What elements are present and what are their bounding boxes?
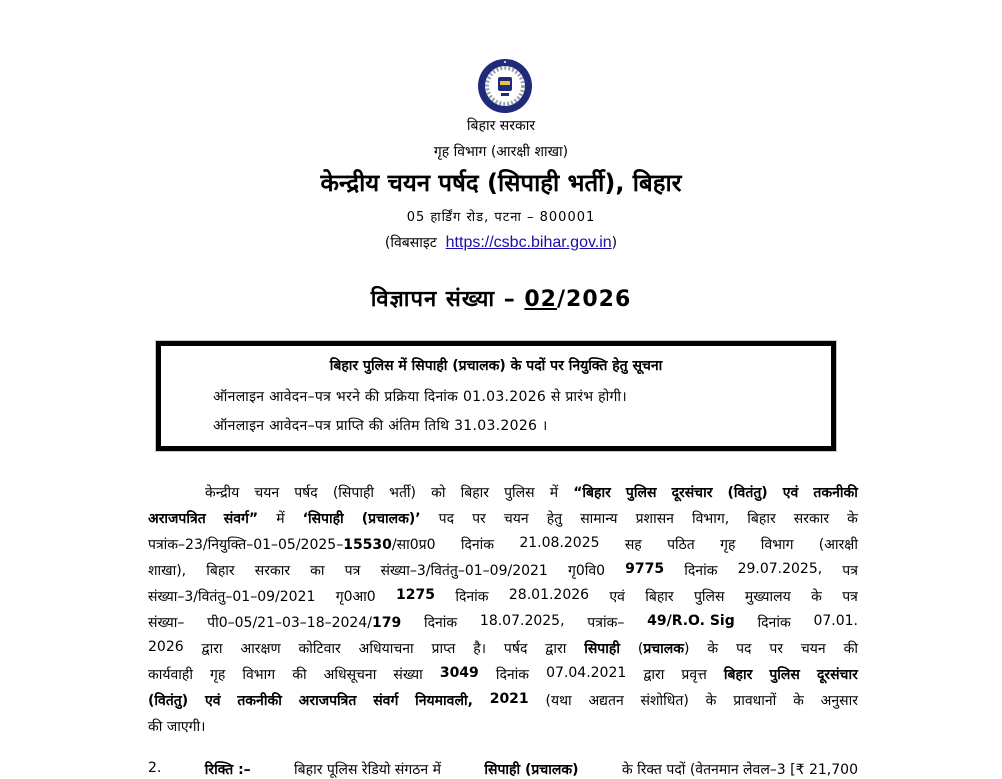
website-prefix: (विबसाइट [384, 235, 437, 251]
point-2-vacancy [148, 760, 858, 779]
advertisement-number-underlined: 02 [524, 287, 557, 312]
website-line [0, 233, 1002, 252]
advertisement-label: विज्ञापन संख्या – [370, 287, 516, 312]
body-line-4: शाखा), बिहार सरकार का पत्र संख्या–3/वितंतु–01–09/2021 गृ0वि0 9775 दिनांक 29.07.2025, पत्र [148, 561, 858, 579]
notice-start-date: ऑनलाइन आवेदन–पत्र भरने की प्रक्रिया दिनांक 01.03.2026 से प्रारंभ होगी। [213, 389, 627, 405]
advertisement-number [0, 283, 1002, 313]
website-suffix: ) [611, 235, 618, 251]
body-line-2: अराजपत्रित संवर्ग” में ‘सिपाही (प्रचालक)’ पद पर चयन हेतु सामान्य प्रशासन विभाग, बिहार सरकार के [148, 511, 858, 527]
notice-last-date: ऑनलाइन आवेदन–पत्र प्राप्ति की अंतिम तिथि 31.03.2026 । [213, 418, 548, 434]
point-number: 2. [148, 760, 162, 776]
body-line-1: केन्द्रीय चयन पर्षद (सिपाही भर्ती) को बिहार पुलिस में “बिहार पुलिस दूरसंचार (वितंतु) एवं तकनीकी [205, 485, 858, 501]
point-text-b: के रिक्त पदों (वेतनमान लेवल–3 [₹ 21,700 [621, 762, 858, 778]
csbc-emblem-icon [477, 58, 533, 114]
body-line-7: 2026 द्वारा आरक्षण कोटिवार अधियाचना प्राप्त है। पर्षद द्वारा सिपाही (प्रचालक) के पद पर चयन की [148, 639, 858, 657]
body-line-5: संख्या–3/वितंतु–01–09/2021 गृ0आ0 1275 दिनांक 28.01.2026 एवं बिहार पुलिस मुख्यालय के पत्र [148, 587, 858, 605]
advertisement-year: /2026 [557, 287, 632, 312]
point-text-a: बिहार पूलिस रेडियो संगठन में [294, 762, 441, 778]
body-line-8: कार्यवाही गृह विभाग की अधिसूचना संख्या 3049 दिनांक 07.04.2021 द्वारा प्रवृत्त बिहार पुलिस दूरसंचार [148, 665, 858, 683]
notice-title: बिहार पुलिस में सिपाही (प्रचालक) के पदों पर नियुक्ति हेतु सूचना [329, 358, 663, 374]
body-line-9: (वितंतु) एवं तकनीकी अराजपत्रित संवर्ग नियमावली, 2021 (यथा अद्यतन संशोधित) के प्रावधानों के अनुसार [148, 691, 858, 709]
notice-box [156, 341, 836, 451]
body-line-6: संख्या– पी0–05/21–03–18–2024/179 दिनांक 18.07.2025, पत्रांक– 49/R.O. Sig दिनांक 07.01. [148, 613, 858, 631]
body-line-3: पत्रांक–23/नियुक्ति–01–05/2025–15530/सा0प्र0 दिनांक 21.08.2025 सह पठित गृह विभाग (आरक्षी [148, 535, 858, 553]
govt-label: बिहार सरकार [466, 118, 536, 134]
point-heading: रिक्ति :– [204, 762, 251, 778]
point-text-bold: सिपाही (प्रचालक) [484, 762, 579, 778]
address: 05 हार्डिंग रोड, पटना – 800001 [406, 210, 596, 225]
department-label: गृह विभाग (आरक्षी शाखा) [433, 144, 569, 160]
organization-title: केन्द्रीय चयन पर्षद (सिपाही भर्ती), बिहार [320, 169, 682, 197]
website-link[interactable]: https://csbc.bihar.gov.in [445, 234, 612, 251]
body-line-10: की जाएगी। [148, 719, 206, 735]
